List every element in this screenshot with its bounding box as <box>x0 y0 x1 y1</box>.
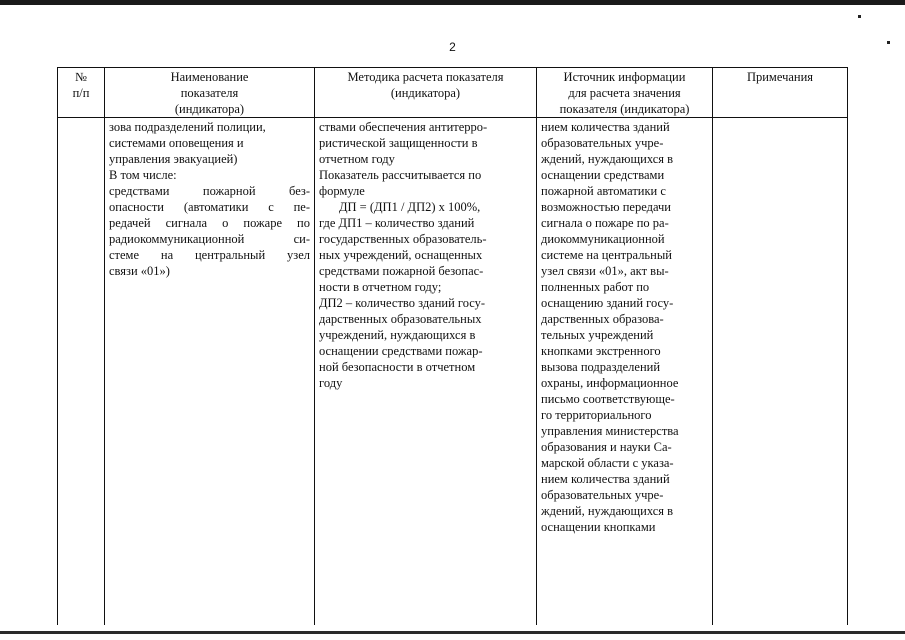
cell-calculation-method <box>315 118 537 625</box>
cell-line: письмо соответствующе- <box>541 392 675 406</box>
cell-line: пожарной автоматики с <box>541 184 666 198</box>
cell-line: оснащении средствами <box>541 168 665 182</box>
cell-line: ждений, нуждающихся в <box>541 152 674 166</box>
cell-line: связи «01») <box>109 264 170 278</box>
header-line: Методика расчета показателя <box>347 70 504 84</box>
cell-line: системе на центральный <box>541 248 672 262</box>
cell-line: охраны, информационное <box>541 376 679 390</box>
header-information-source <box>537 68 713 118</box>
header-number <box>58 68 105 118</box>
cell-line: ДП2 – количество зданий госу- <box>319 296 486 310</box>
header-line: показателя (индикатора) <box>559 102 690 116</box>
cell-line: ствами обеспечения антитерро- <box>319 120 488 134</box>
cell-notes <box>713 118 848 625</box>
cell-line: средствами пожарной безопас- <box>319 264 484 278</box>
cell-line: марской области с указа- <box>541 456 674 470</box>
cell-line: нием количества зданий <box>541 120 670 134</box>
header-notes <box>713 68 848 118</box>
cell-line: сигнала о пожаре по ра- <box>541 216 669 230</box>
cell-line: диокоммуникационной <box>541 232 665 246</box>
header-calculation-method <box>315 68 537 118</box>
cell-line: ристической защищенности в <box>319 136 478 150</box>
cell-line: тельных учреждений <box>541 328 654 342</box>
header-line: (индикатора) <box>390 86 461 100</box>
cell-line: оснащении средствами пожар- <box>319 344 483 358</box>
cell-line: вызова подразделений <box>541 360 661 374</box>
cell-line: ности в отчетном году; <box>319 280 442 294</box>
cell-line: стеме на центральный узел <box>109 248 310 262</box>
scan-edge-top <box>0 0 905 5</box>
cell-line: году <box>319 376 343 390</box>
cell-line: оснащении кнопками <box>541 520 656 534</box>
cell-line: опасности (автоматики с пе- <box>109 200 310 214</box>
cell-line: дарственных образовательных <box>319 312 482 326</box>
header-line: Источник информации <box>563 70 686 84</box>
cell-line: редачей сигнала о пожаре по <box>109 216 310 230</box>
cell-information-source <box>537 118 713 625</box>
formula-line: ДП = (ДП1 / ДП2) х 100%, <box>339 200 481 214</box>
cell-line: ждений, нуждающихся в <box>541 504 674 518</box>
cell-line: возможностью передачи <box>541 200 671 214</box>
cell-line: где ДП1 – количество зданий <box>319 216 475 230</box>
page-number: 2 <box>449 40 456 54</box>
cell-line: го территориального <box>541 408 652 422</box>
header-line: № <box>75 70 87 84</box>
header-line: Наименование <box>170 70 249 84</box>
cell-line: нием количества зданий <box>541 472 670 486</box>
cell-line: образования и науки Са- <box>541 440 672 454</box>
cell-line: В том числе: <box>109 168 177 182</box>
cell-line: учреждений, нуждающихся в <box>319 328 476 342</box>
table-header-row <box>58 68 848 118</box>
cell-line: государственных образователь- <box>319 232 487 246</box>
cell-line: полненных работ по <box>541 280 650 294</box>
cell-indicator-name <box>105 118 315 625</box>
header-indicator-name <box>105 68 315 118</box>
cell-line: узел связи «01», акт вы- <box>541 264 669 278</box>
cell-line: Показатель рассчитывается по <box>319 168 482 182</box>
cell-number <box>58 118 105 625</box>
cell-line: зова подразделений полиции, <box>109 120 266 134</box>
cell-line: дарственных образова- <box>541 312 664 326</box>
cell-line: образовательных учре- <box>541 488 664 502</box>
table-row <box>58 118 848 625</box>
cell-line: радиокоммуникационной си- <box>109 232 310 246</box>
cell-line: управления министерства <box>541 424 679 438</box>
cell-line: управления эвакуацией) <box>109 152 238 166</box>
header-line: для расчета значения <box>568 86 681 100</box>
cell-line: формуле <box>319 184 365 198</box>
indicator-table <box>57 67 848 625</box>
header-line: Примечания <box>746 70 814 84</box>
cell-line: оснащению зданий госу- <box>541 296 674 310</box>
cell-line: средствами пожарной без- <box>109 184 310 198</box>
cell-line: системами оповещения и <box>109 136 244 150</box>
cell-line: отчетном году <box>319 152 395 166</box>
scan-edge-bottom <box>0 631 905 634</box>
cell-line: образовательных учре- <box>541 136 664 150</box>
header-line: п/п <box>72 86 90 100</box>
header-line: показателя <box>180 86 239 100</box>
cell-line: ной безопасности в отчетном <box>319 360 476 374</box>
cell-line: кнопками экстренного <box>541 344 661 358</box>
scan-speck <box>858 15 861 18</box>
header-line: (индикатора) <box>174 102 245 116</box>
cell-line: ных учреждений, оснащенных <box>319 248 483 262</box>
